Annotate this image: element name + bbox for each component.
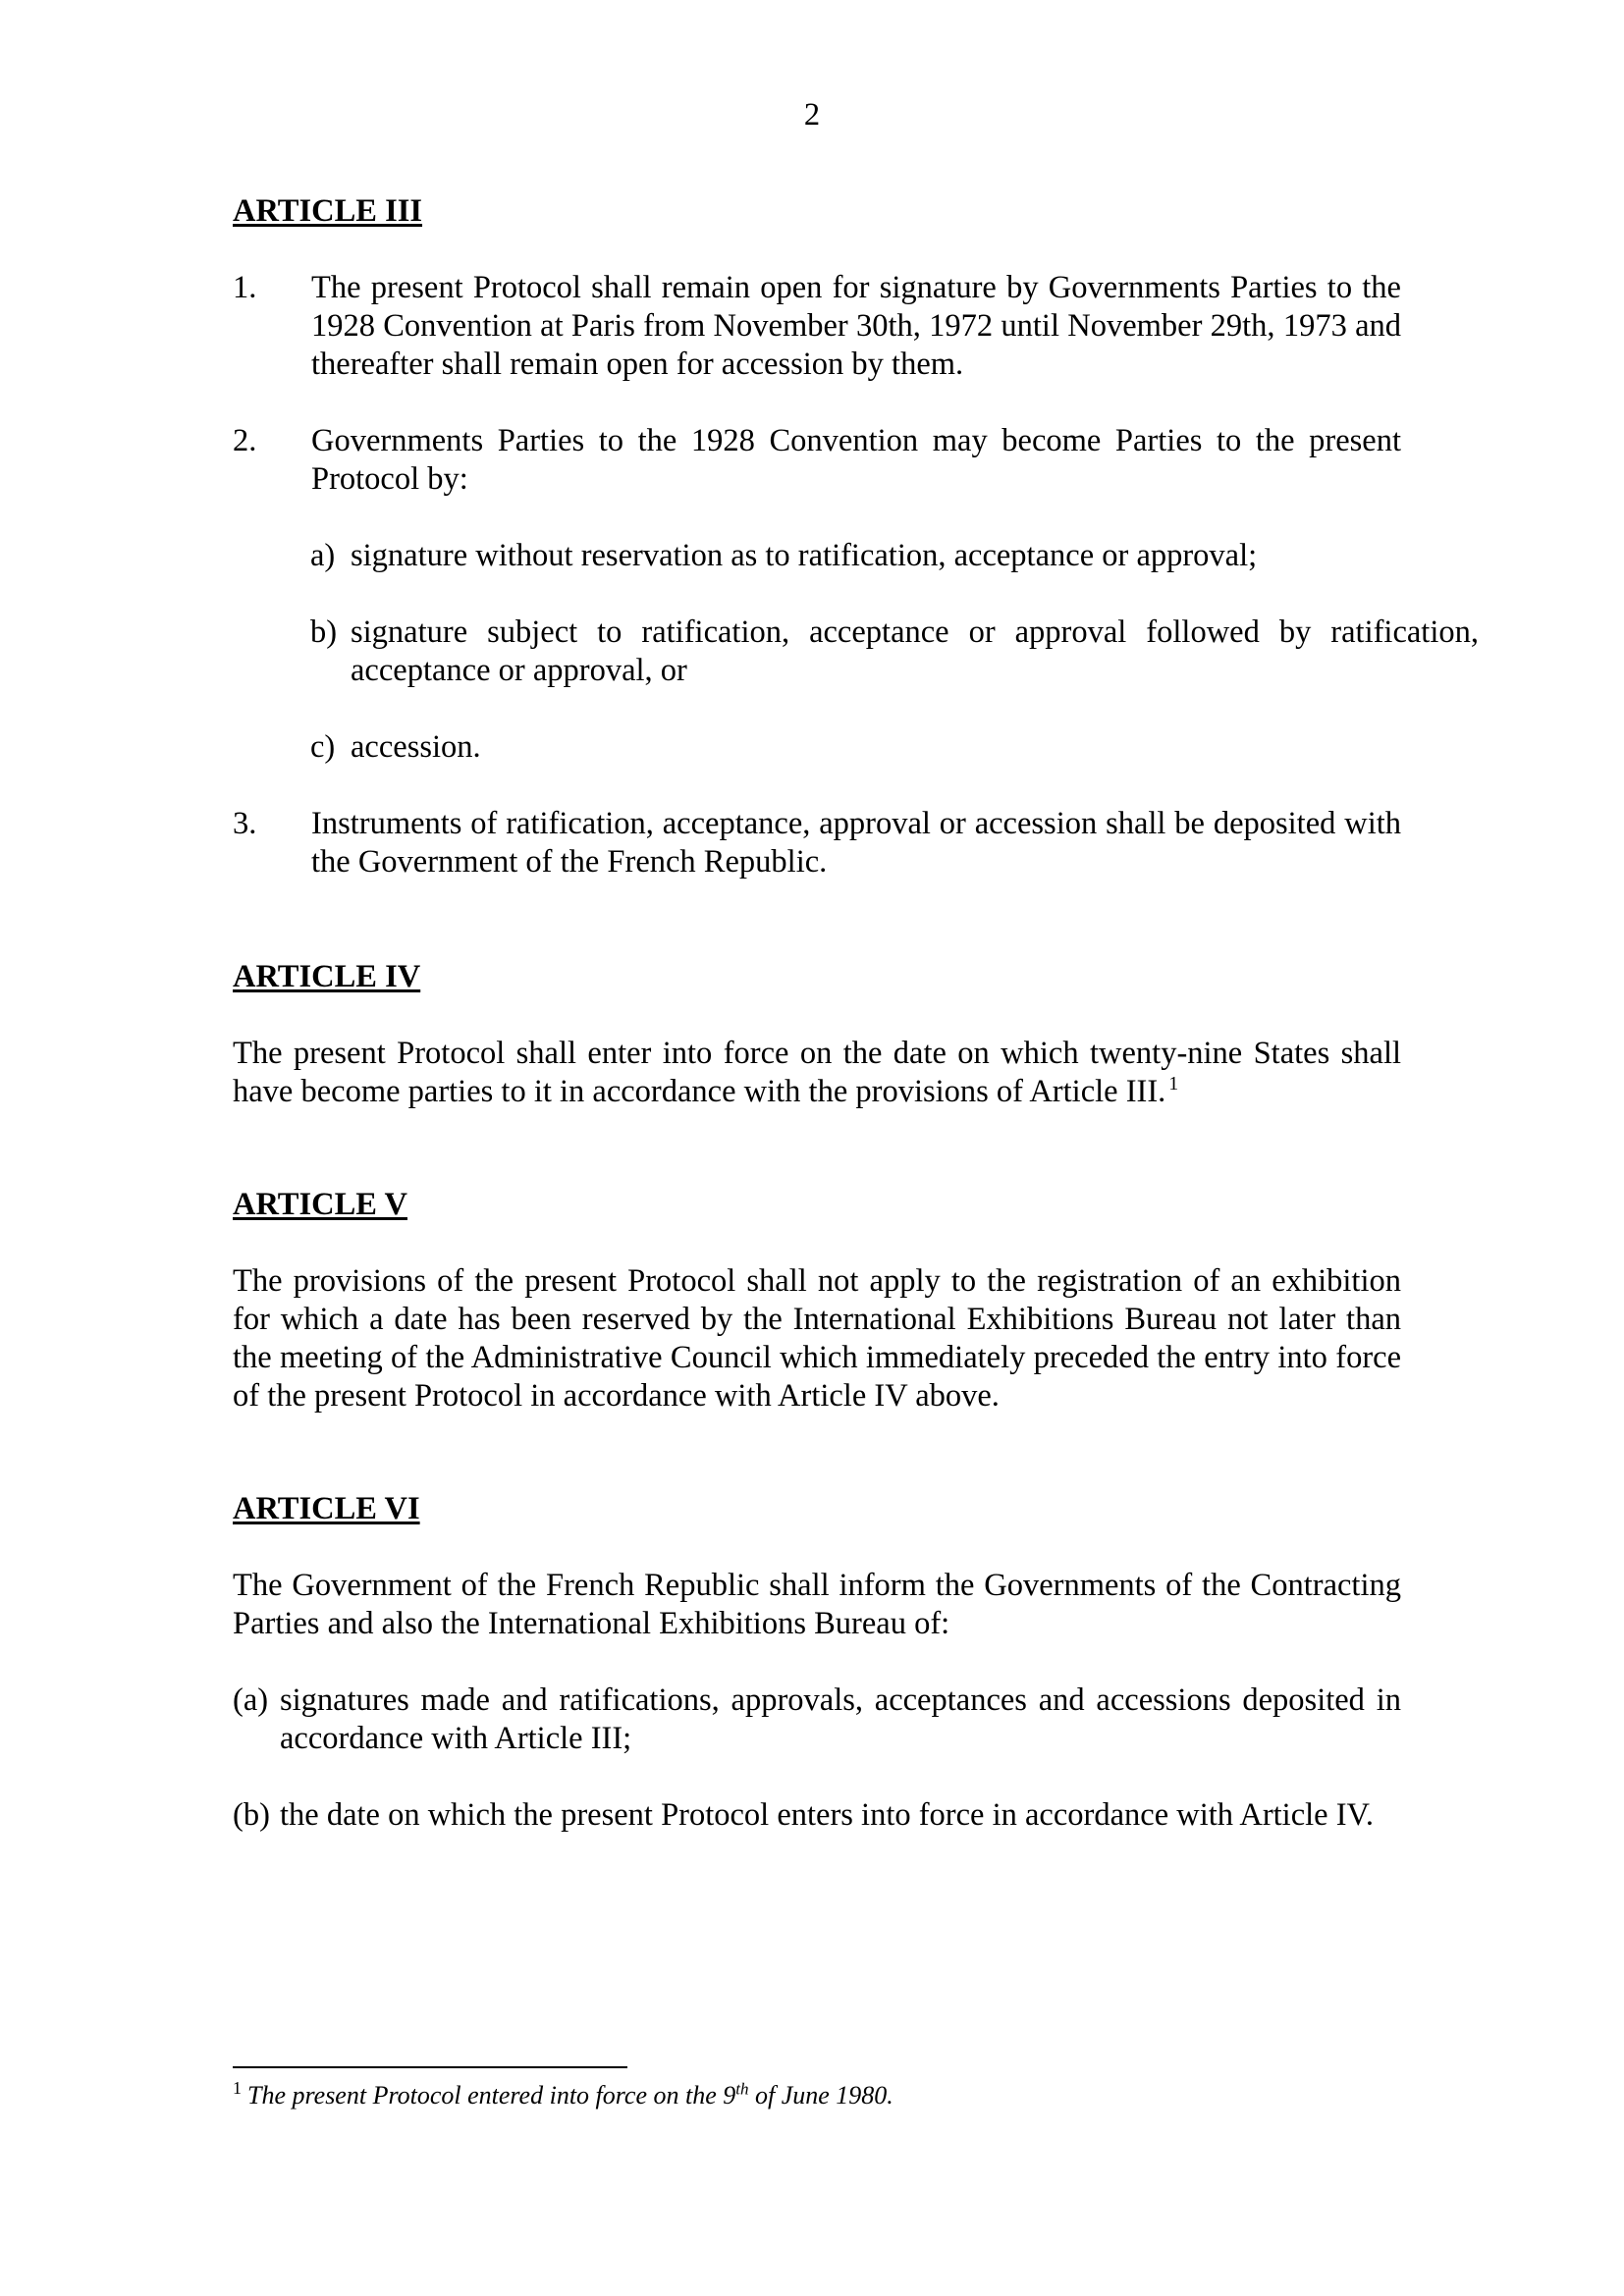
- article-heading: ARTICLE IV: [233, 959, 421, 994]
- footnote-text-after: of June 1980.: [748, 2081, 893, 2109]
- footnote-separator: [233, 2066, 627, 2068]
- subitem-text: signature subject to ratification, acceptance or approval followed by ratification, acceptance or approval, or: [351, 614, 1479, 688]
- subitem-text: accession.: [351, 729, 481, 765]
- item-text: signatures made and ratifications, approvals, acceptances and accessions deposited in accordance with Article III;: [280, 1682, 1401, 1756]
- subitem-label: c): [310, 729, 336, 765]
- article-3-item-1: [233, 269, 1401, 384]
- item-text: the date on which the present Protocol enters into force in accordance with Article IV.: [280, 1797, 1374, 1833]
- item-text: Instruments of ratification, acceptance, approval or accession shall be deposited with the Government of the French Republic.: [311, 806, 1401, 880]
- article-3-item-2: [233, 422, 1401, 499]
- article-heading: ARTICLE III: [233, 193, 423, 229]
- paragraph-text: The present Protocol shall enter into force on the date on which twenty-nine States shall have become parties to it in accordance with the provisions of Article III.: [233, 1036, 1401, 1109]
- footnote-text-before: The present Protocol entered into force on the 9: [247, 2081, 736, 2109]
- paragraph: [233, 1035, 1401, 1111]
- article-4-paragraph: [233, 1035, 1401, 1111]
- item-number: 1.: [233, 270, 257, 305]
- footnote-mark: 1: [233, 2078, 242, 2099]
- article-3-heading: [233, 192, 1401, 231]
- footnote: [233, 2079, 1401, 2112]
- article-5-paragraph: [233, 1262, 1401, 1415]
- article-6-item-b: [233, 1796, 1401, 1835]
- article-3-item-3: [233, 805, 1401, 881]
- paragraph-text: The provisions of the present Protocol shall not apply to the registration of an exhibition for which a date has been reserved by the International Exhibitions Bureau not later than the meeting of the Administrative Council which immediately preceded the entry into force of the present Protocol in accordance with Article IV above.: [233, 1263, 1401, 1414]
- article-3-subitem-c: [233, 728, 1479, 767]
- article-6-intro: [233, 1567, 1401, 1643]
- item-number: 3.: [233, 806, 257, 841]
- subitem-label: a): [310, 538, 336, 573]
- article-heading: ARTICLE VI: [233, 1491, 420, 1526]
- item-text: The present Protocol shall remain open for signature by Governments Parties to the 1928 Convention at Paris from November 30th, 1972 until November 29th, 1973 and thereafter shall remain open for accession by them.: [311, 270, 1401, 382]
- article-5-heading: [233, 1186, 1401, 1224]
- subitem-label: b): [310, 614, 338, 650]
- article-6-heading: [233, 1490, 1401, 1528]
- item-number: 2.: [233, 423, 257, 458]
- article-3-subitem-a: [233, 537, 1479, 575]
- article-4-heading: [233, 958, 1401, 996]
- paragraph-text: The Government of the French Republic shall inform the Governments of the Contracting Parties and also the International Exhibitions Bureau of:: [233, 1568, 1401, 1641]
- article-6-item-a: [233, 1682, 1401, 1758]
- page-number: 2: [803, 97, 821, 133]
- article-3-subitem-b: [233, 614, 1479, 690]
- item-label: (b): [233, 1797, 270, 1833]
- article-heading: ARTICLE V: [233, 1187, 407, 1222]
- item-label: (a): [233, 1682, 269, 1718]
- footnote-reference[interactable]: 1: [1168, 1073, 1179, 1095]
- subitem-text: signature without reservation as to ratification, acceptance or approval;: [351, 538, 1258, 573]
- item-text: Governments Parties to the 1928 Convention may become Parties to the present Protocol by:: [311, 423, 1401, 497]
- footnote-ordinal: th: [735, 2079, 749, 2099]
